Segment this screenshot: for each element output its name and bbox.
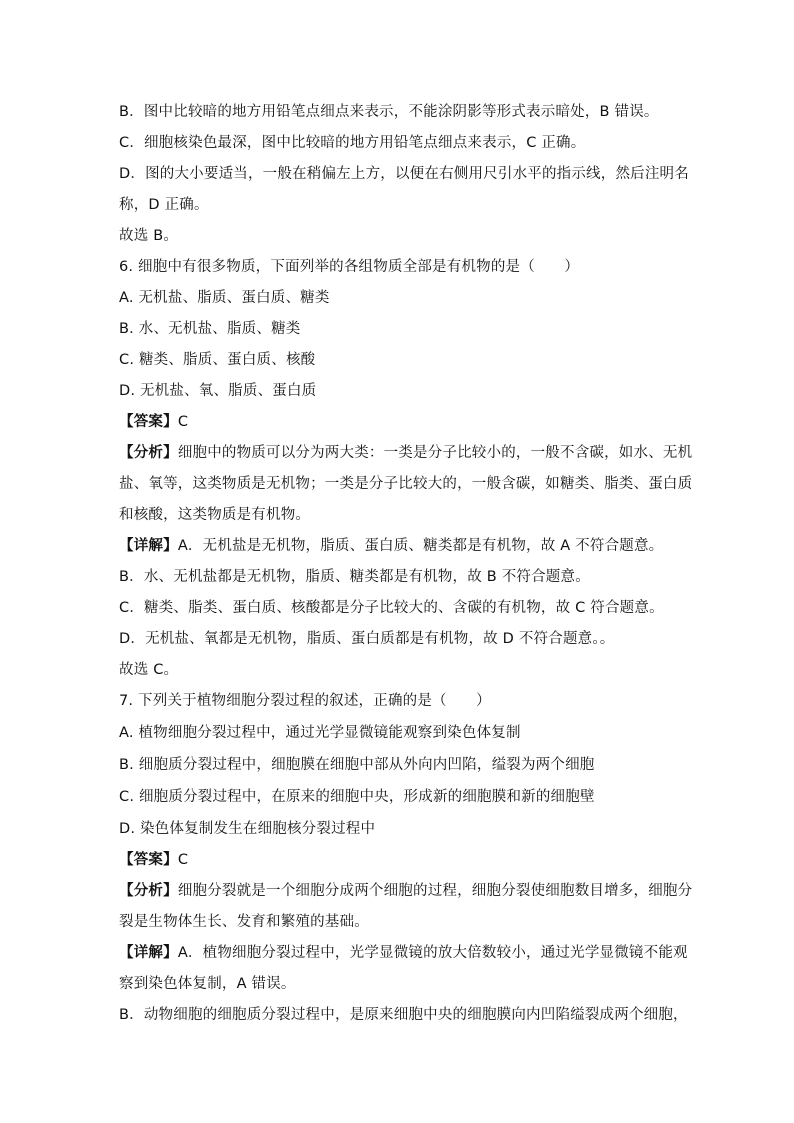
text-line: C．细胞核染色最深，图中比较暗的地方用铅笔点细点来表示，C 正确。 (119, 135, 586, 151)
text-line: 故选 B。 (119, 228, 179, 244)
answer-value: C (177, 414, 189, 430)
text-line: B．动物细胞的细胞质分裂过程中，是原来细胞中央的细胞膜向内凹陷缢裂成两个细胞， (119, 1007, 688, 1023)
detail-tag: 【详解】 (119, 538, 178, 554)
answer-tag: 【答案】 (119, 852, 178, 868)
question-6-option-a: A. 无机盐、脂质、蛋白质、糖类 (119, 290, 330, 306)
question-6-option-c: C. 糖类、脂质、蛋白质、核酸 (119, 352, 316, 368)
detail-tag: 【详解】 (119, 945, 178, 961)
answer-value: C (177, 852, 189, 868)
text-line: 察到染色体复制，A 错误。 (119, 976, 296, 992)
question-6-option-d: D. 无机盐、氧、脂质、蛋白质 (119, 383, 317, 399)
question-7-stem: 7. 下列关于植物细胞分裂过程的叙述，正确的是（ ） (119, 693, 491, 709)
question-7-analysis (119, 881, 693, 901)
question-7-detail (119, 943, 688, 963)
question-6-detail (119, 536, 679, 556)
answer-tag: 【答案】 (119, 414, 178, 430)
detail-text: A．无机盐是无机物，脂质、蛋白质、糖类都是有机物，故 A 不符合题意。 (177, 538, 664, 554)
analysis-text: 细胞中的物质可以分为两大类：一类是分子比较小的，一般不含碳，如水、无机 (177, 445, 693, 461)
text-line: 和核酸，这类物质是有机物。 (119, 507, 311, 523)
question-7-option-d: D. 染色体复制发生在细胞核分裂过程中 (119, 821, 376, 837)
text-line: B．水、无机盐都是无机物，脂质、糖类都是有机物，故 B 不符合题意。 (119, 569, 590, 585)
analysis-tag: 【分析】 (119, 883, 178, 899)
analysis-tag: 【分析】 (119, 445, 178, 461)
question-7-option-a: A. 植物细胞分裂过程中，通过光学显微镜能观察到染色体复制 (119, 725, 521, 741)
text-line: B．图中比较暗的地方用铅笔点细点来表示，不能涂阴影等形式表示暗处，B 错误。 (119, 104, 659, 120)
question-6-answer (119, 412, 679, 432)
question-6-stem: 6. 细胞中有很多物质，下面列举的各组物质全部是有机物的是（ ） (119, 259, 580, 275)
text-line: 裂是生物体生长、发育和繁殖的基础。 (119, 914, 369, 930)
text-line: D．图的大小要适当，一般在稍偏左上方，以便在右侧用尺引水平的指示线，然后注明名 (119, 166, 689, 182)
text-line: 故选 C。 (119, 662, 179, 678)
text-line: 称，D 正确。 (119, 197, 209, 213)
detail-text: A．植物细胞分裂过程中，光学显微镜的放大倍数较小，通过光学显微镜不能观 (177, 945, 688, 961)
text-line: D．无机盐、氧都是无机物，脂质、蛋白质都是有机物，故 D 不符合题意。。 (119, 631, 615, 647)
analysis-text: 细胞分裂就是一个细胞分成两个细胞的过程，细胞分裂使细胞数目增多，细胞分 (177, 883, 693, 899)
text-line: C．糖类、脂类、蛋白质、核酸都是分子比较大的、含碳的有机物，故 C 符合题意。 (119, 600, 664, 616)
question-6-option-b: B. 水、无机盐、脂质、糖类 (119, 321, 301, 337)
question-7-answer (119, 850, 679, 870)
question-6-analysis (119, 443, 693, 463)
question-7-option-c: C. 细胞质分裂过程中，在原来的细胞中央，形成新的细胞膜和新的细胞壁 (119, 789, 595, 805)
question-7-option-b: B. 细胞质分裂过程中，细胞膜在细胞中部从外向内凹陷，缢裂为两个细胞 (119, 757, 595, 773)
text-line: 盐、氧等，这类物质是无机物；一类是分子比较大的，一般含碳，如糖类、脂类、蛋白质 (119, 476, 693, 492)
